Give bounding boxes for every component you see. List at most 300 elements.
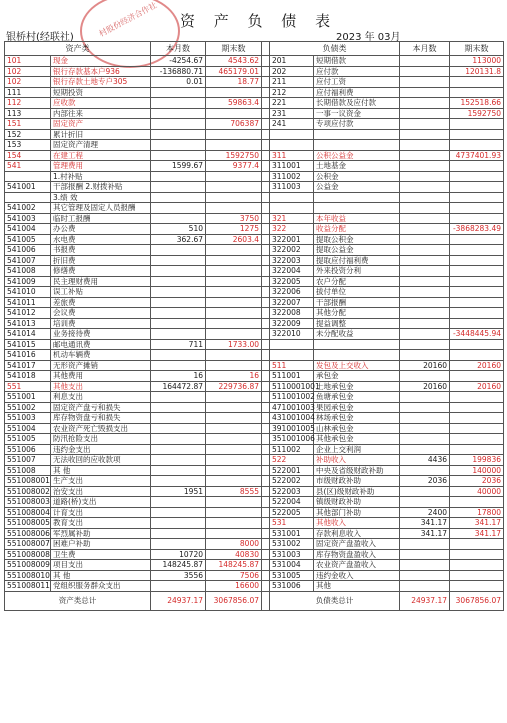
left-account-name: 银行存款基本户936 [51, 66, 151, 77]
left-account-code [5, 192, 51, 203]
column-separator [262, 77, 270, 88]
left-end-value [206, 266, 262, 277]
right-begin-value [400, 371, 450, 382]
left-end-value [206, 140, 262, 151]
right-account-name: 专项应付款 [314, 119, 400, 130]
left-end-value [206, 455, 262, 466]
left-account-name: 计育支出 [51, 507, 151, 518]
right-end-value [450, 539, 504, 550]
left-account-name: 业务接待费 [51, 329, 151, 340]
right-account-code [270, 192, 314, 203]
header-assets: 资产类 [5, 42, 151, 56]
left-begin-value: 1599.67 [151, 161, 206, 172]
right-account-name [314, 140, 400, 151]
left-account-code: 102 [5, 77, 51, 88]
column-separator [262, 297, 270, 308]
left-account-code: 551008001 [5, 476, 51, 487]
table-row [5, 234, 504, 245]
right-account-code: 322008 [270, 308, 314, 319]
column-separator [262, 255, 270, 266]
left-begin-value: 164472.87 [151, 381, 206, 392]
header-liabilities-end: 期末数 [450, 42, 504, 56]
right-begin-value [400, 581, 450, 592]
left-end-value: 465179.01 [206, 66, 262, 77]
right-end-value [450, 402, 504, 413]
left-account-code: 551002 [5, 402, 51, 413]
table-row [5, 329, 504, 340]
column-separator [262, 213, 270, 224]
left-account-name: 修缮费 [51, 266, 151, 277]
column-separator [262, 486, 270, 497]
right-end-value: -3448445.94 [450, 329, 504, 340]
left-end-value: 16 [206, 371, 262, 382]
left-begin-value: -136880.71 [151, 66, 206, 77]
right-account-name: 土地基金 [314, 161, 400, 172]
left-account-code: 551008005 [5, 518, 51, 529]
left-account-name: 内部往来 [51, 108, 151, 119]
right-end-value [450, 234, 504, 245]
left-end-value [206, 182, 262, 193]
right-account-name: 镇级财政补助 [314, 497, 400, 508]
right-account-name: 存款利息收入 [314, 528, 400, 539]
left-account-name: 固定资产 [51, 119, 151, 130]
table-row [5, 434, 504, 445]
left-end-value [206, 297, 262, 308]
right-account-name: 应付工资 [314, 77, 400, 88]
left-begin-value [151, 392, 206, 403]
left-account-name: 其 他 [51, 570, 151, 581]
left-account-code: 541017 [5, 360, 51, 371]
table-row [5, 297, 504, 308]
column-separator [262, 476, 270, 487]
balance-sheet-table [4, 41, 504, 611]
left-begin-value: 362.67 [151, 234, 206, 245]
left-begin-value: -4254.67 [151, 56, 206, 67]
left-end-value [206, 276, 262, 287]
left-begin-value [151, 497, 206, 508]
table-row [5, 581, 504, 592]
left-account-name: 邮电通讯费 [51, 339, 151, 350]
right-end-value [450, 129, 504, 140]
left-end-value [206, 318, 262, 329]
right-begin-value: 2400 [400, 507, 450, 518]
left-begin-value [151, 276, 206, 287]
left-account-name: 道路(桥)支出 [51, 497, 151, 508]
table-row [5, 98, 504, 109]
right-end-value [450, 119, 504, 130]
right-begin-value [400, 192, 450, 203]
right-account-name: 公积公益金 [314, 150, 400, 161]
left-begin-value [151, 213, 206, 224]
left-account-name: 库存物资盘亏和损失 [51, 413, 151, 424]
right-end-value: 152518.66 [450, 98, 504, 109]
left-account-code: 111 [5, 87, 51, 98]
left-begin-value [151, 581, 206, 592]
left-account-code: 541014 [5, 329, 51, 340]
right-account-name: 公积金 [314, 171, 400, 182]
right-account-code: 431001004 [270, 413, 314, 424]
right-account-name: 外来投资分利 [314, 266, 400, 277]
left-end-value: 8555 [206, 486, 262, 497]
right-account-code: 522 [270, 455, 314, 466]
right-account-code: 322004 [270, 266, 314, 277]
right-begin-value [400, 423, 450, 434]
right-account-name: 拔付单位 [314, 287, 400, 298]
left-end-value [206, 497, 262, 508]
liabilities-total-end: 3067856.07 [450, 591, 504, 610]
left-account-name: 1.村补贴 [51, 171, 151, 182]
right-account-name [314, 203, 400, 214]
right-account-name: 应付款 [314, 66, 400, 77]
right-end-value [450, 192, 504, 203]
right-end-value: 113000 [450, 56, 504, 67]
left-account-code: 551006 [5, 444, 51, 455]
table-row [5, 87, 504, 98]
right-begin-value [400, 276, 450, 287]
left-end-value: 16600 [206, 581, 262, 592]
right-account-name: 市级财政补助 [314, 476, 400, 487]
left-account-code: 154 [5, 150, 51, 161]
table-row [5, 108, 504, 119]
right-begin-value [400, 213, 450, 224]
left-end-value [206, 255, 262, 266]
right-begin-value [400, 245, 450, 256]
column-separator [262, 182, 270, 193]
left-account-code: 541018 [5, 371, 51, 382]
table-row [5, 476, 504, 487]
left-end-value [206, 192, 262, 203]
right-account-name: 公益金 [314, 182, 400, 193]
column-separator [262, 444, 270, 455]
right-begin-value [400, 203, 450, 214]
left-account-code: 541015 [5, 339, 51, 350]
table-row [5, 402, 504, 413]
right-account-name: 山林承包金 [314, 423, 400, 434]
left-end-value: 40830 [206, 549, 262, 560]
assets-total-end: 3067856.07 [206, 591, 262, 610]
left-account-name: 困难户补助 [51, 539, 151, 550]
right-account-code: 531 [270, 518, 314, 529]
table-row [5, 507, 504, 518]
left-account-name: 干部报酬 2.财拨补贴 [51, 182, 151, 193]
left-account-code: 101 [5, 56, 51, 67]
report-period: 2023 年 03月 [336, 32, 401, 43]
right-begin-value [400, 171, 450, 182]
right-end-value [450, 87, 504, 98]
left-account-name: 现金 [51, 56, 151, 67]
left-account-code: 541009 [5, 276, 51, 287]
left-end-value: 8000 [206, 539, 262, 550]
right-account-name [314, 350, 400, 361]
left-account-code: 541013 [5, 318, 51, 329]
right-account-code: 351001006 [270, 434, 314, 445]
left-account-name: 临时工报酬 [51, 213, 151, 224]
left-account-name: 水电费 [51, 234, 151, 245]
right-end-value [450, 276, 504, 287]
right-end-value: 1592750 [450, 108, 504, 119]
left-account-name: 防汛抢险支出 [51, 434, 151, 445]
left-end-value: 3750 [206, 213, 262, 224]
left-account-name: 其 他 [51, 465, 151, 476]
column-separator [262, 161, 270, 172]
right-account-code [270, 140, 314, 151]
right-account-name: 农业资产盘盈收入 [314, 560, 400, 571]
left-begin-value: 711 [151, 339, 206, 350]
left-account-name: 农业资产死亡毁损支出 [51, 423, 151, 434]
left-account-code: 551008008 [5, 549, 51, 560]
right-end-value [450, 434, 504, 445]
column-separator [262, 528, 270, 539]
left-begin-value [151, 465, 206, 476]
header-assets-begin: 本月数 [151, 42, 206, 56]
left-account-code: 541 [5, 161, 51, 172]
left-account-code: 541016 [5, 350, 51, 361]
left-end-value: 1733.00 [206, 339, 262, 350]
right-account-code: 511001002 [270, 392, 314, 403]
right-begin-value: 4436 [400, 455, 450, 466]
table-header-row [5, 42, 504, 56]
right-begin-value [400, 350, 450, 361]
right-account-code [270, 129, 314, 140]
left-account-name: 利息支出 [51, 392, 151, 403]
totals-row [5, 591, 504, 610]
right-end-value [450, 371, 504, 382]
left-account-code: 551001 [5, 392, 51, 403]
right-account-code: 221 [270, 98, 314, 109]
right-account-code: 531005 [270, 570, 314, 581]
left-account-code: 551 [5, 381, 51, 392]
left-account-code: 551007 [5, 455, 51, 466]
table-row [5, 570, 504, 581]
left-account-name: 无法收回的应收款项 [51, 455, 151, 466]
right-account-code: 231 [270, 108, 314, 119]
right-account-name: 库存物资盘盈收入 [314, 549, 400, 560]
right-account-name: 土地承包金 [314, 381, 400, 392]
report-title: 资 产 负 债 表 [180, 12, 338, 30]
left-end-value: 4543.62 [206, 56, 262, 67]
left-end-value: 229736.87 [206, 381, 262, 392]
left-account-code: 541012 [5, 308, 51, 319]
right-account-name: 中央及省级财政补助 [314, 465, 400, 476]
right-account-code: 522005 [270, 507, 314, 518]
left-end-value [206, 287, 262, 298]
right-end-value: 17800 [450, 507, 504, 518]
right-begin-value: 341.17 [400, 528, 450, 539]
table-row [5, 192, 504, 203]
left-account-name: 民主理财费用 [51, 276, 151, 287]
right-end-value [450, 171, 504, 182]
right-account-code: 531001 [270, 528, 314, 539]
table-row [5, 518, 504, 529]
right-end-value [450, 581, 504, 592]
right-account-name: 本年收益 [314, 213, 400, 224]
column-separator [262, 129, 270, 140]
left-end-value [206, 528, 262, 539]
left-account-code: 551005 [5, 434, 51, 445]
right-account-name [314, 192, 400, 203]
left-end-value: 18.77 [206, 77, 262, 88]
left-account-code: 551008002 [5, 486, 51, 497]
left-account-name: 生产支出 [51, 476, 151, 487]
right-account-name: 鱼塘承包金 [314, 392, 400, 403]
left-begin-value [151, 119, 206, 130]
left-end-value [206, 518, 262, 529]
left-begin-value: 0.01 [151, 77, 206, 88]
column-separator [262, 518, 270, 529]
left-account-code: 551008003 [5, 497, 51, 508]
assets-total-begin: 24937.17 [151, 591, 206, 610]
left-begin-value [151, 140, 206, 151]
left-account-name: 差旅费 [51, 297, 151, 308]
left-account-code: 551008 [5, 465, 51, 476]
right-begin-value [400, 413, 450, 424]
left-begin-value: 1951 [151, 486, 206, 497]
right-begin-value [400, 66, 450, 77]
right-account-code: 522001 [270, 465, 314, 476]
right-begin-value [400, 266, 450, 277]
left-end-value: 148245.87 [206, 560, 262, 571]
left-account-code: 541004 [5, 224, 51, 235]
column-separator [262, 381, 270, 392]
left-account-name: 在建工程 [51, 150, 151, 161]
column-separator [262, 507, 270, 518]
left-begin-value [151, 507, 206, 518]
column-separator [262, 245, 270, 256]
left-begin-value [151, 297, 206, 308]
right-account-name: 农户分配 [314, 276, 400, 287]
left-account-code: 541010 [5, 287, 51, 298]
table-row [5, 465, 504, 476]
left-begin-value [151, 434, 206, 445]
right-end-value: 20160 [450, 381, 504, 392]
column-separator [262, 308, 270, 319]
column-separator [262, 371, 270, 382]
left-account-name: 其它管理及固定人员报酬 [51, 203, 151, 214]
column-separator [262, 266, 270, 277]
left-account-name: 折旧费 [51, 255, 151, 266]
right-account-code: 211 [270, 77, 314, 88]
right-account-code: 241 [270, 119, 314, 130]
table-row [5, 444, 504, 455]
left-begin-value [151, 192, 206, 203]
left-account-name: 管理费用 [51, 161, 151, 172]
right-begin-value [400, 129, 450, 140]
left-begin-value [151, 98, 206, 109]
left-account-name: 固定资产盘亏和损失 [51, 402, 151, 413]
right-account-code [270, 339, 314, 350]
right-account-code [270, 350, 314, 361]
right-end-value [450, 266, 504, 277]
left-begin-value [151, 318, 206, 329]
left-begin-value [151, 455, 206, 466]
left-account-name: 治安支出 [51, 486, 151, 497]
right-end-value [450, 392, 504, 403]
left-begin-value [151, 444, 206, 455]
column-separator [262, 497, 270, 508]
column-separator [262, 360, 270, 371]
left-end-value [206, 476, 262, 487]
table-row [5, 182, 504, 193]
left-account-name: 书报费 [51, 245, 151, 256]
right-end-value: 341.17 [450, 518, 504, 529]
table-row [5, 77, 504, 88]
column-separator [262, 287, 270, 298]
left-account-code [5, 171, 51, 182]
column-separator [262, 192, 270, 203]
table-row [5, 350, 504, 361]
right-account-name: 应付福利费 [314, 87, 400, 98]
right-end-value [450, 245, 504, 256]
left-end-value [206, 87, 262, 98]
right-end-value [450, 297, 504, 308]
left-account-name: 其他支出 [51, 381, 151, 392]
column-separator [262, 203, 270, 214]
right-account-code: 5110001001 [270, 381, 314, 392]
right-account-code: 311002 [270, 171, 314, 182]
column-separator [262, 108, 270, 119]
left-account-code: 551008010 [5, 570, 51, 581]
column-separator [262, 42, 270, 56]
right-account-code: 322010 [270, 329, 314, 340]
table-row [5, 276, 504, 287]
left-end-value [206, 402, 262, 413]
column-separator [262, 171, 270, 182]
left-end-value [206, 444, 262, 455]
left-account-name: 卫生费 [51, 549, 151, 560]
left-begin-value [151, 423, 206, 434]
right-account-name: 干部报酬 [314, 297, 400, 308]
left-account-code: 551008006 [5, 528, 51, 539]
column-separator [262, 140, 270, 151]
right-account-code: 311003 [270, 182, 314, 193]
left-end-value: 7506 [206, 570, 262, 581]
right-account-code: 322009 [270, 318, 314, 329]
right-account-code: 531003 [270, 549, 314, 560]
right-end-value [450, 350, 504, 361]
right-begin-value: 20160 [400, 360, 450, 371]
table-row [5, 539, 504, 550]
right-account-code: 322 [270, 224, 314, 235]
right-account-name: 其他收入 [314, 518, 400, 529]
left-end-value [206, 465, 262, 476]
right-account-code: 322005 [270, 276, 314, 287]
left-account-code: 113 [5, 108, 51, 119]
left-account-name: 短期投资 [51, 87, 151, 98]
right-begin-value [400, 570, 450, 581]
right-begin-value [400, 161, 450, 172]
table-row [5, 528, 504, 539]
right-account-code [270, 203, 314, 214]
header-assets-end: 期末数 [206, 42, 262, 56]
right-begin-value [400, 87, 450, 98]
right-begin-value [400, 308, 450, 319]
left-end-value: 1592750 [206, 150, 262, 161]
left-account-code: 541008 [5, 266, 51, 277]
column-separator [262, 581, 270, 592]
right-begin-value [400, 434, 450, 445]
left-end-value: 59863.4 [206, 98, 262, 109]
right-account-code: 511002 [270, 444, 314, 455]
table-row [5, 171, 504, 182]
right-end-value [450, 339, 504, 350]
left-account-name: 违约金支出 [51, 444, 151, 455]
right-begin-value [400, 255, 450, 266]
table-row [5, 255, 504, 266]
right-account-name: 提取公积金 [314, 234, 400, 245]
right-account-name: 果园承包金 [314, 402, 400, 413]
table-row [5, 371, 504, 382]
right-account-name: 短期借款 [314, 56, 400, 67]
